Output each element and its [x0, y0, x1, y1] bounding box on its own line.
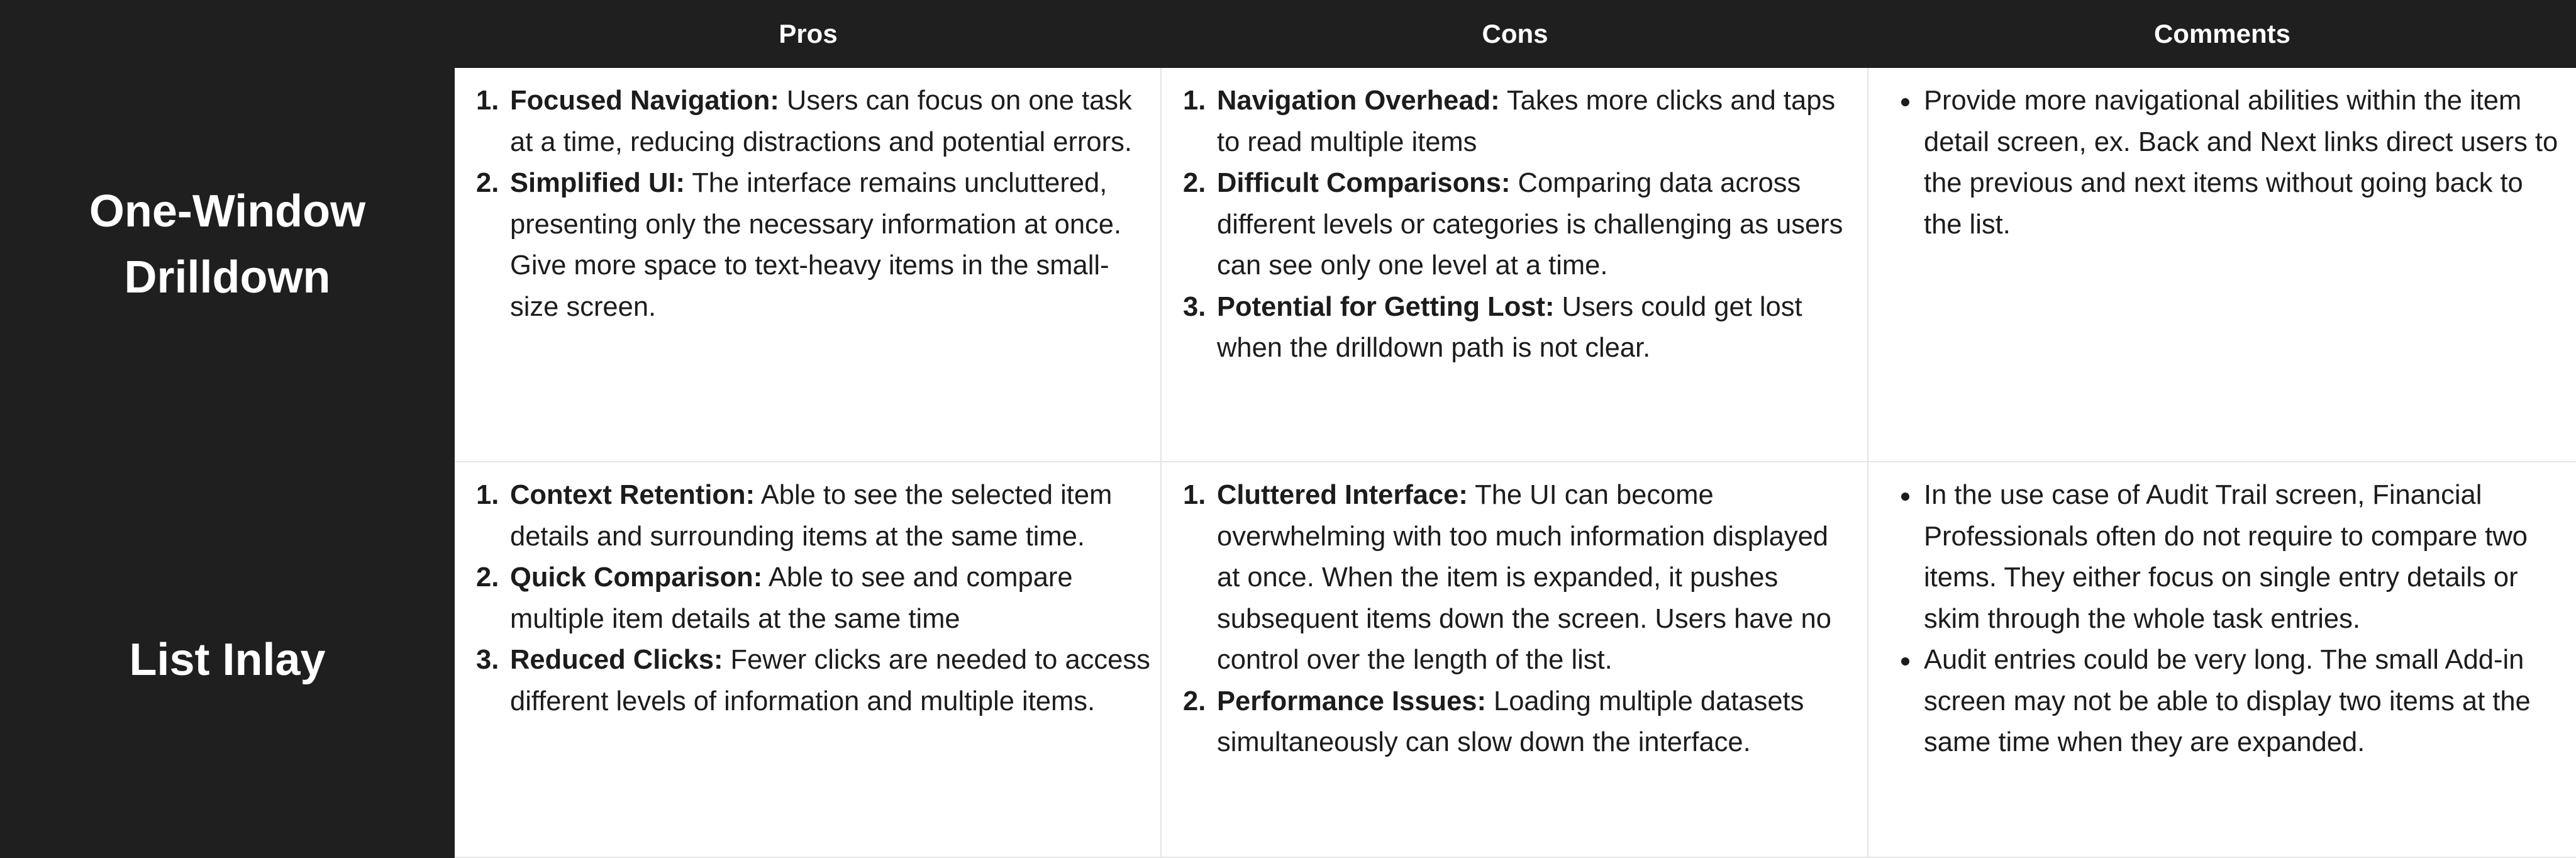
row-header-list-inlay — [0, 462, 455, 858]
list-item — [1876, 475, 2567, 640]
item-text: Comparing data across different levels or categories is challenging as users can see only one level at a time. — [1217, 168, 1843, 281]
cons-cell — [1162, 462, 1868, 858]
item-number: 1. — [476, 480, 499, 510]
item-number: 2. — [1183, 686, 1206, 716]
item-text: Able to see the selected item details and surrounding items at the same time. — [510, 480, 1113, 552]
list-item — [462, 163, 1152, 328]
table-corner — [0, 0, 455, 68]
item-text: Takes more clicks and taps to read multiple items — [1217, 86, 1836, 157]
list-item — [1169, 81, 1858, 163]
item-text: Fewer clicks are needed to access different levels of information and multiple items. — [510, 645, 1150, 716]
column-header-cons: Cons — [1162, 0, 1868, 68]
list-item — [462, 475, 1152, 557]
list-item — [1876, 81, 2567, 245]
item-term: Difficult Comparisons: — [1217, 168, 1511, 198]
list-item — [1876, 640, 2567, 764]
comment-text: In the use case of Audit Trail screen, Financial Professionals often do not require to compare two items. They either focus on single entry details or skim through the whole task entries. — [1924, 480, 2528, 634]
item-number: 2. — [476, 562, 499, 593]
list-item — [1169, 287, 1858, 369]
cons-cell — [1162, 68, 1868, 462]
row-title: List Inlay — [129, 635, 326, 685]
list-item — [462, 81, 1152, 163]
item-text: Users can focus on one task at a time, reducing distractions and potential errors. — [510, 86, 1132, 157]
comment-text: Audit entries could be very long. The small Add-in screen may not be able to display two items at the same time when they are expanded. — [1924, 645, 2531, 757]
bullet-icon — [1901, 657, 1909, 666]
pros-list — [462, 81, 1152, 328]
comments-list — [1876, 81, 2567, 245]
list-item — [462, 557, 1152, 640]
item-number: 3. — [1183, 291, 1206, 322]
pros-cell — [455, 462, 1162, 858]
list-item — [1169, 681, 1858, 764]
column-header-comments: Comments — [1868, 0, 2576, 68]
item-term: Cluttered Interface: — [1217, 480, 1468, 510]
item-number: 1. — [1183, 86, 1206, 116]
item-number: 2. — [1183, 168, 1206, 198]
list-item — [1169, 475, 1858, 681]
comments-cell — [1868, 462, 2576, 858]
comment-text: Provide more navigational abilities within the item detail screen, ex. Back and Next links direct users to the previous and next items without going back to the list. — [1924, 86, 2558, 240]
item-text: Able to see and compare multiple item details at the same time — [510, 562, 1073, 634]
column-header-pros: Pros — [455, 0, 1162, 68]
list-item — [462, 640, 1152, 722]
bullet-icon — [1901, 98, 1909, 106]
item-term: Context Retention: — [510, 480, 755, 510]
row-header-one-window-drilldown — [0, 68, 455, 462]
item-term: Navigation Overhead: — [1217, 86, 1500, 116]
item-number: 1. — [476, 86, 499, 116]
item-term: Simplified UI: — [510, 168, 685, 198]
item-text: The UI can become overwhelming with too much information displayed at once. When the item is expanded, it pushes subsequent items down the screen. Users have no control over the length of the list. — [1217, 480, 1831, 675]
item-number: 3. — [476, 645, 499, 675]
item-text: Loading multiple datasets simultaneously can slow down the interface. — [1217, 686, 1804, 757]
item-number: 2. — [476, 168, 499, 198]
item-text: Users could get lost when the drilldown path is not clear. — [1217, 291, 1802, 363]
bullet-icon — [1901, 493, 1909, 501]
item-text: The interface remains uncluttered, presenting only the necessary information at once. Give more space to text-heavy items in the small-size screen. — [510, 168, 1122, 322]
comments-cell — [1868, 68, 2576, 462]
item-number: 1. — [1183, 480, 1206, 510]
item-term: Potential for Getting Lost: — [1217, 291, 1555, 322]
cons-list — [1169, 81, 1858, 369]
item-term: Performance Issues: — [1217, 686, 1486, 716]
item-term: Focused Navigation: — [510, 86, 779, 116]
pros-cell — [455, 68, 1162, 462]
cons-list — [1169, 475, 1858, 764]
item-term: Quick Comparison: — [510, 562, 763, 593]
row-title: One-Window Drilldown — [89, 186, 366, 303]
item-term: Reduced Clicks: — [510, 645, 723, 675]
pros-list — [462, 475, 1152, 722]
list-item — [1169, 163, 1858, 287]
comments-list — [1876, 475, 2567, 764]
